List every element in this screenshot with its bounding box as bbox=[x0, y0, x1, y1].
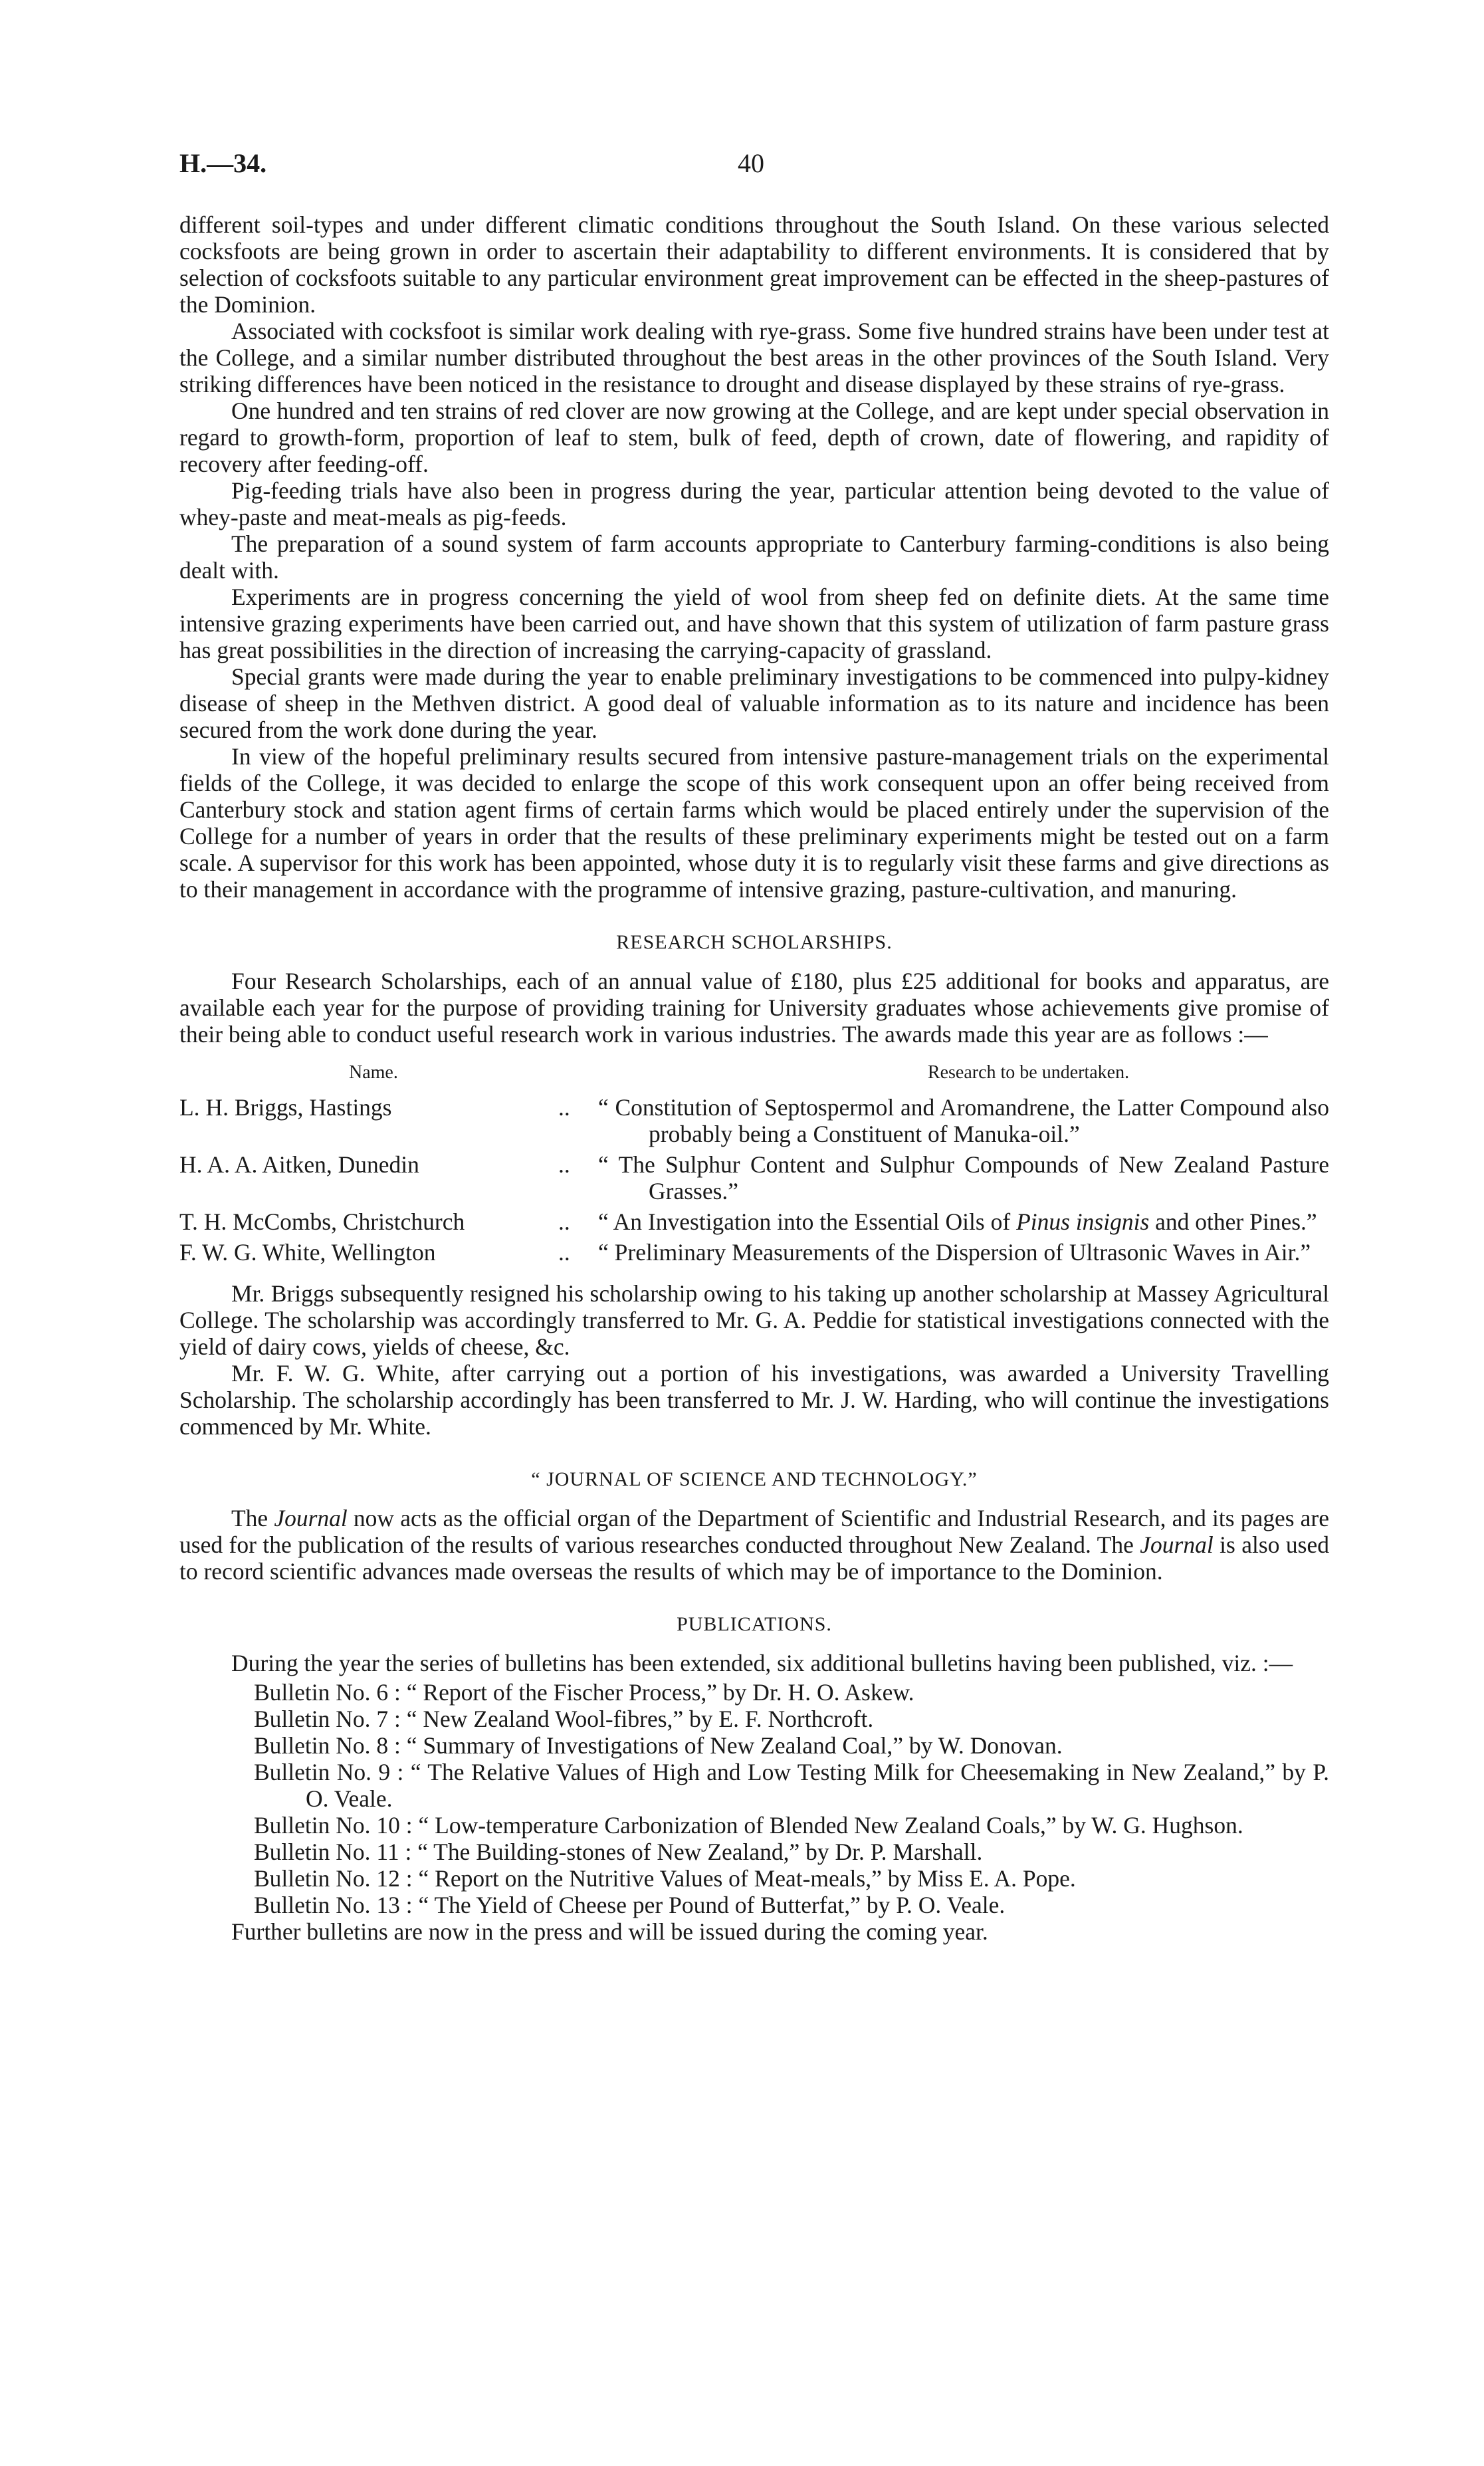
bulletin-item: Bulletin No. 8 : “ Summary of Investigations of New Zealand Coal,” by W. Donovan. bbox=[254, 1732, 1063, 1759]
award-research bbox=[598, 1094, 1329, 1147]
page-number: 40 bbox=[738, 148, 764, 178]
award-name: H. A. A. Aitken, Dunedin bbox=[179, 1151, 419, 1178]
paragraph: The preparation of a sound system of farm accounts appropriate to Canterbury farming-conditions is also being dealt with. bbox=[179, 530, 1329, 584]
column-header-research: Research to be undertaken. bbox=[927, 1062, 1130, 1083]
award-row bbox=[179, 1239, 1329, 1266]
award-research-text-italic: Pinus insignis bbox=[1016, 1208, 1150, 1235]
award-name: T. H. McCombs, Christchurch bbox=[179, 1208, 465, 1235]
bulletin-item: Bulletin No. 7 : “ New Zealand Wool-fibres,” by E. F. Northcroft. bbox=[254, 1706, 874, 1732]
paragraph: During the year the series of bulletins has been extended, six additional bulletins having been published, viz. :— bbox=[231, 1650, 1293, 1676]
journal-text-post: is also used to record scientific advances made overseas the results of which may be of importance to the Dominion. bbox=[179, 1531, 1330, 1585]
paragraph: Experiments are in progress concerning the yield of wool from sheep fed on definite diets. At the same time intensive grazing experiments have been carried out, and have shown that this system of utilization of farm pasture grass has great possibilities in the direction of increasing the carrying-capacity of grassland. bbox=[179, 584, 1329, 663]
paragraph: Four Research Scholarships, each of an annual value of £180, plus £25 additional for books and apparatus, are available each year for the purpose of providing training for University graduates whose achievements give promise of their being able to conduct useful research work in various industries. The awards made this year are as follows :— bbox=[179, 968, 1329, 1048]
paragraph: Mr. Briggs subsequently resigned his scholarship owing to his taking up another scholarship at Massey Agricultural College. The scholarship was accordingly transferred to Mr. G. A. Peddie for statistical investigations connected with the yield of dairy cows, yields of cheese, &c. bbox=[179, 1280, 1329, 1360]
paragraph: One hundred and ten strains of red clover are now growing at the College, and are kept under special observation in regard to growth-form, proportion of leaf to stem, bulk of feed, depth of crown, date of flowering, and rapidity of recovery after feeding-off. bbox=[179, 397, 1329, 477]
leader-dots: .. bbox=[558, 1208, 570, 1235]
page-body bbox=[179, 211, 1329, 1945]
leader-dots: .. bbox=[558, 1239, 570, 1266]
paragraph bbox=[179, 1505, 1329, 1585]
award-name: L. H. Briggs, Hastings bbox=[179, 1094, 392, 1121]
bulletin-item: Bulletin No. 11 : “ The Building-stones of New Zealand,” by Dr. P. Marshall. bbox=[254, 1839, 983, 1865]
bulletin-item: Bulletin No. 12 : “ Report on the Nutritive Values of Meat-meals,” by Miss E. A. Pope. bbox=[254, 1865, 1076, 1892]
section-heading-journal: “ JOURNAL OF SCIENCE AND TECHNOLOGY.” bbox=[531, 1468, 978, 1490]
section-heading-research-scholarships: RESEARCH SCHOLARSHIPS. bbox=[616, 931, 893, 953]
bulletin-item: Bulletin No. 10 : “ Low-temperature Carbonization of Blended New Zealand Coals,” by W. G. Hughson. bbox=[254, 1812, 1243, 1839]
bulletin-item: Bulletin No. 13 : “ The Yield of Cheese per Pound of Butterfat,” by P. O. Veale. bbox=[254, 1892, 1006, 1918]
award-row bbox=[179, 1094, 1329, 1147]
journal-text-pre: The bbox=[231, 1505, 274, 1531]
column-header-name: Name. bbox=[349, 1062, 398, 1083]
scholarship-awards-table bbox=[179, 1060, 1329, 1266]
leader-dots: .. bbox=[558, 1151, 570, 1178]
page-header bbox=[179, 148, 1329, 187]
paragraph: Associated with cocksfoot is similar work dealing with rye-grass. Some five hundred strains have been under test at the College, and a similar number distributed throughout the best areas in the other provinces of the South Island. Very striking differences have been noticed in the resistance to drought and disease displayed by these strains of rye-grass. bbox=[179, 318, 1329, 397]
award-row bbox=[179, 1151, 1329, 1204]
award-research-text-pre: “ An Investigation into the Essential Oils of bbox=[598, 1208, 1017, 1235]
award-research-text: “ Preliminary Measurements of the Dispersion of Ultrasonic Waves in Air.” bbox=[598, 1239, 1311, 1266]
section-heading-publications: PUBLICATIONS. bbox=[677, 1613, 832, 1635]
journal-text-mid: now acts as the official organ of the Department of Scientific and Industrial Research, and its pages are used for the publication of the results of various researches conducted throughout New Zealand. The bbox=[179, 1505, 1329, 1558]
award-row bbox=[179, 1208, 1329, 1235]
paragraph: Mr. F. W. G. White, after carrying out a portion of his investigations, was awarded a University Travelling Scholarship. The scholarship accordingly has been transferred to Mr. J. W. Harding, who will continue the investigations commenced by Mr. White. bbox=[179, 1360, 1329, 1440]
awards-table-header bbox=[179, 1060, 1329, 1086]
journal-title-italic: Journal bbox=[1140, 1531, 1214, 1558]
award-research bbox=[598, 1151, 1329, 1204]
leader-dots: .. bbox=[558, 1094, 570, 1121]
award-name: F. W. G. White, Wellington bbox=[179, 1239, 436, 1266]
report-reference: H.—34. bbox=[179, 148, 267, 178]
bulletin-item: Bulletin No. 9 : “ The Relative Values of High and Low Testing Milk for Cheesemaking in New Zealand,” by P. O. Veale. bbox=[254, 1759, 1329, 1812]
paragraph: Special grants were made during the year to enable preliminary investigations to be commenced into pulpy-kidney disease of sheep in the Methven district. A good deal of valuable information as to its nature and incidence has been secured from the work done during the year. bbox=[179, 663, 1329, 743]
award-research-text bbox=[598, 1208, 1329, 1235]
paragraph: Further bulletins are now in the press and will be issued during the coming year. bbox=[231, 1918, 988, 1945]
award-research-text-post: and other Pines.” bbox=[1149, 1208, 1317, 1235]
journal-title-italic: Journal bbox=[274, 1505, 348, 1531]
bulletin-item: Bulletin No. 6 : “ Report of the Fischer Process,” by Dr. H. O. Askew. bbox=[254, 1679, 914, 1706]
award-research-text: “ Constitution of Septospermol and Aromandrene, the Latter Compound also probably being a Constituent of Manuka-oil.” bbox=[598, 1094, 1329, 1147]
paragraph: different soil-types and under different climatic conditions throughout the South Island. On these various selected cocksfoots are being grown in order to ascertain their adaptability to different environments. It is considered that by selection of cocksfoots suitable to any particular environment great improvement can be effected in the sheep-pastures of the Dominion. bbox=[179, 211, 1329, 318]
bulletin-list bbox=[179, 1679, 1329, 1918]
award-research bbox=[598, 1208, 1329, 1235]
award-research-text: “ The Sulphur Content and Sulphur Compounds of New Zealand Pasture Grasses.” bbox=[598, 1151, 1329, 1204]
paragraph: In view of the hopeful preliminary results secured from intensive pasture-management trials on the experimental fields of the College, it was decided to enlarge the scope of this work consequent upon an offer being received from Canterbury stock and station agent firms of certain farms which would be placed entirely under the supervision of the College for a number of years in order that the results of these preliminary experiments might be tested out on a farm scale. A supervisor for this work has been appointed, whose duty it is to regularly visit these farms and give directions as to their management in accordance with the programme of intensive grazing, pasture-cultivation, and manuring. bbox=[179, 743, 1329, 903]
paragraph: Pig-feeding trials have also been in progress during the year, particular attention being devoted to the value of whey-paste and meat-meals as pig-feeds. bbox=[179, 477, 1329, 530]
award-research bbox=[598, 1239, 1329, 1266]
